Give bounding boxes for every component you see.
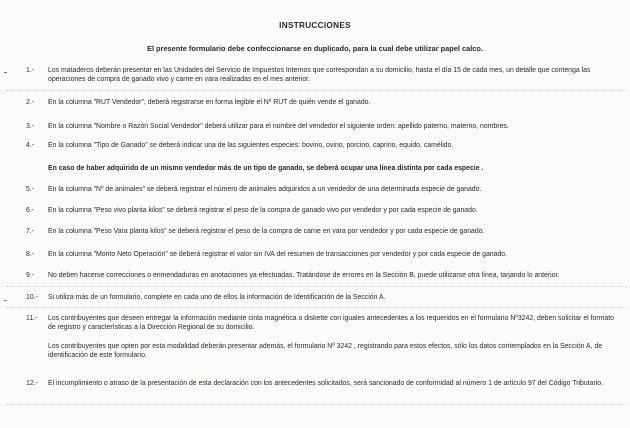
item-number: 8.-	[26, 251, 35, 258]
separator	[6, 404, 626, 405]
page-subtitle: El presente formulario debe confeccionarse en duplicado, para la cual debe utilizar papel calco.	[147, 44, 483, 53]
scan-edge-mark	[4, 72, 7, 73]
item-number: 9.-	[26, 272, 35, 279]
item-text: No deben hacerse correcciones o enmendaduras en anotaciones ya efectuadas. Tratándose de errores en la Sección B, puede utilizarse otra línea, tarjando lo anterior.	[48, 272, 560, 279]
item-number: 4.-	[26, 142, 35, 149]
item-text: Los mataderos deberán presentar en las Unidades del Servicio de Impuestos Internos que correspondan a su domicilio, hasta el día 15 de cada mes, un detalle que contenga las operaciones de compra de ganado vivo y carne en vara realizadas en el mes anterior.	[48, 67, 591, 84]
species-note: En caso de haber adquirido de un mismo vendedor más de un tipo de ganado, se deberá ocupar una línea distinta por cada especie .	[48, 165, 484, 172]
item-number: 5.-	[26, 186, 35, 193]
magnetic-media-note: Los contribuyentes que opten por esta modalidad deberán presentar además, el formulario Nº 3242 , registrando para estos efectos, sólo los datos contemplados en la Sección A, de identificación de este formulario.	[48, 343, 603, 360]
item-text: En la columna "Peso Vara planta kilos" se deberá registrar el peso de la compra de carne en vara por vendedor y por cada especie de ganado.	[48, 228, 485, 235]
item-text: Si utiliza más de un formulario, complete en cada uno de ellos la información de Identificación de la Sección A.	[48, 294, 386, 301]
item-number: 1.-	[26, 67, 35, 74]
separator	[6, 90, 626, 91]
item-number: 12.-	[26, 380, 38, 387]
item-text: En la columna "Nº de animales" se deberá registrar el número de animales adquiridos a un vendedor de una determinada especie de ganado.	[48, 186, 482, 193]
item-number: 11.-	[26, 315, 38, 322]
item-text: En la columna "RUT Vendedor", deberá registrarse en forma legible el Nº RUT de quién vende el ganado.	[48, 99, 371, 106]
item-number: 3.-	[26, 123, 35, 130]
item-text: Los contribuyentes que deseen entregar la información mediante cinta magnética o diskette con iguales antecedentes a los requeridos en el formulario Nº3242, deben solicitar el formato de registro y características a la Dirección Regional de su domicilio.	[48, 315, 614, 332]
item-number: 2.-	[26, 99, 35, 106]
item-number: 10.-	[26, 294, 38, 301]
item-text: En la columna "Peso vivo planta kilos" se deberá registrar el peso de la compra de ganado vivo por vendedor y por cada especie de ganado.	[48, 207, 478, 214]
separator	[6, 286, 626, 287]
page-title: INSTRUCCIONES	[279, 21, 351, 30]
item-text: El incumplimiento o atraso de la presentación de esta declaración con los antecedentes solicitados, será sancionado de conformidad al número 1 de artículo 97 del Código Tributario.	[48, 380, 604, 387]
item-number: 6.-	[26, 207, 35, 214]
separator	[6, 307, 626, 308]
item-number: 7.-	[26, 228, 35, 235]
item-text: En la columna "Nombre o Razón Social Vendedor" deberá utilizar para el nombre del vendedor el siguiente orden: apellido paterno, materno, nombres.	[48, 123, 509, 130]
scan-edge-mark	[4, 300, 7, 301]
item-text: En la columna "Tipo de Ganado" se deberá indicar una de las siguientes especies: bovino, ovino, porcino, caprino, equido, camélido.	[48, 142, 454, 149]
item-text: En la columna "Monto Neto Operación" se deberá registrar el valor sin IVA del resumen de transacciones por vendedor y por cada especie de ganado.	[48, 251, 508, 258]
